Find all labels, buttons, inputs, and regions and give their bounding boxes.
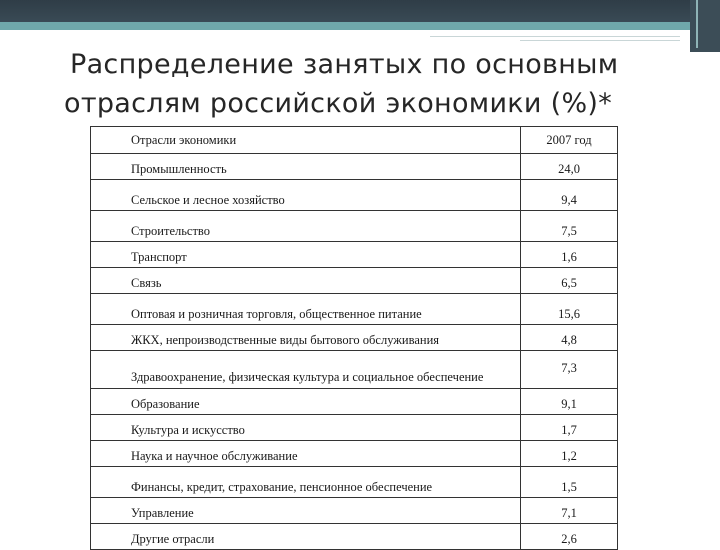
- table-row: [91, 441, 618, 467]
- row-industry: Промышленность: [91, 154, 521, 180]
- row-value: 1,5: [521, 467, 618, 498]
- decorative-line: [520, 40, 680, 41]
- row-industry: Транспорт: [91, 242, 521, 268]
- table-row: [91, 211, 618, 242]
- slide-title: [64, 45, 690, 123]
- table-row: [91, 242, 618, 268]
- row-industry: Финансы, кредит, страхование, пенсионное обеспечение: [91, 467, 521, 498]
- row-industry: Связь: [91, 268, 521, 294]
- employment-table: [90, 126, 618, 550]
- row-industry: Сельское и лесное хозяйство: [91, 180, 521, 211]
- row-value: 4,8: [521, 325, 618, 351]
- table-row: [91, 268, 618, 294]
- row-industry: Образование: [91, 389, 521, 415]
- table-header-row: [91, 127, 618, 154]
- table-row: [91, 180, 618, 211]
- header-year: 2007 год: [521, 127, 618, 154]
- row-value: 6,5: [521, 268, 618, 294]
- table-row: [91, 154, 618, 180]
- row-value: 7,5: [521, 211, 618, 242]
- slide-accent-strip: [0, 22, 720, 30]
- table-row: [91, 294, 618, 325]
- row-industry: Другие отрасли: [91, 524, 521, 550]
- row-industry: Оптовая и розничная торговля, общественное питание: [91, 294, 521, 325]
- header-industry: Отрасли экономики: [91, 127, 521, 154]
- table-row: [91, 524, 618, 550]
- row-value: 1,6: [521, 242, 618, 268]
- row-industry: Наука и научное обслуживание: [91, 441, 521, 467]
- row-industry: Управление: [91, 498, 521, 524]
- decorative-line: [430, 36, 680, 37]
- row-value: 7,3: [521, 351, 618, 389]
- table-row: [91, 467, 618, 498]
- table-row: [91, 498, 618, 524]
- table-row: [91, 351, 618, 389]
- row-value: 15,6: [521, 294, 618, 325]
- row-industry: Строительство: [91, 211, 521, 242]
- row-value: 2,6: [521, 524, 618, 550]
- slide-header-bar: [0, 0, 720, 22]
- row-value: 9,4: [521, 180, 618, 211]
- table-row: [91, 389, 618, 415]
- row-value: 9,1: [521, 389, 618, 415]
- row-industry: ЖКХ, непроизводственные виды бытового обслуживания: [91, 325, 521, 351]
- slide-corner-line: [696, 0, 698, 48]
- table-row: [91, 415, 618, 441]
- row-value: 1,7: [521, 415, 618, 441]
- row-value: 7,1: [521, 498, 618, 524]
- table-row: [91, 325, 618, 351]
- slide-title-line-1: Распределение занятых по основным: [70, 49, 619, 80]
- slide-corner-decoration: [690, 0, 720, 52]
- row-industry: Культура и искусство: [91, 415, 521, 441]
- row-value: 1,2: [521, 441, 618, 467]
- row-industry: Здравоохранение, физическая культура и социальное обеспечение: [91, 351, 521, 389]
- row-value: 24,0: [521, 154, 618, 180]
- employment-table-container: [90, 126, 618, 550]
- slide-title-line-2: отраслям российской экономики (%)*: [64, 88, 613, 119]
